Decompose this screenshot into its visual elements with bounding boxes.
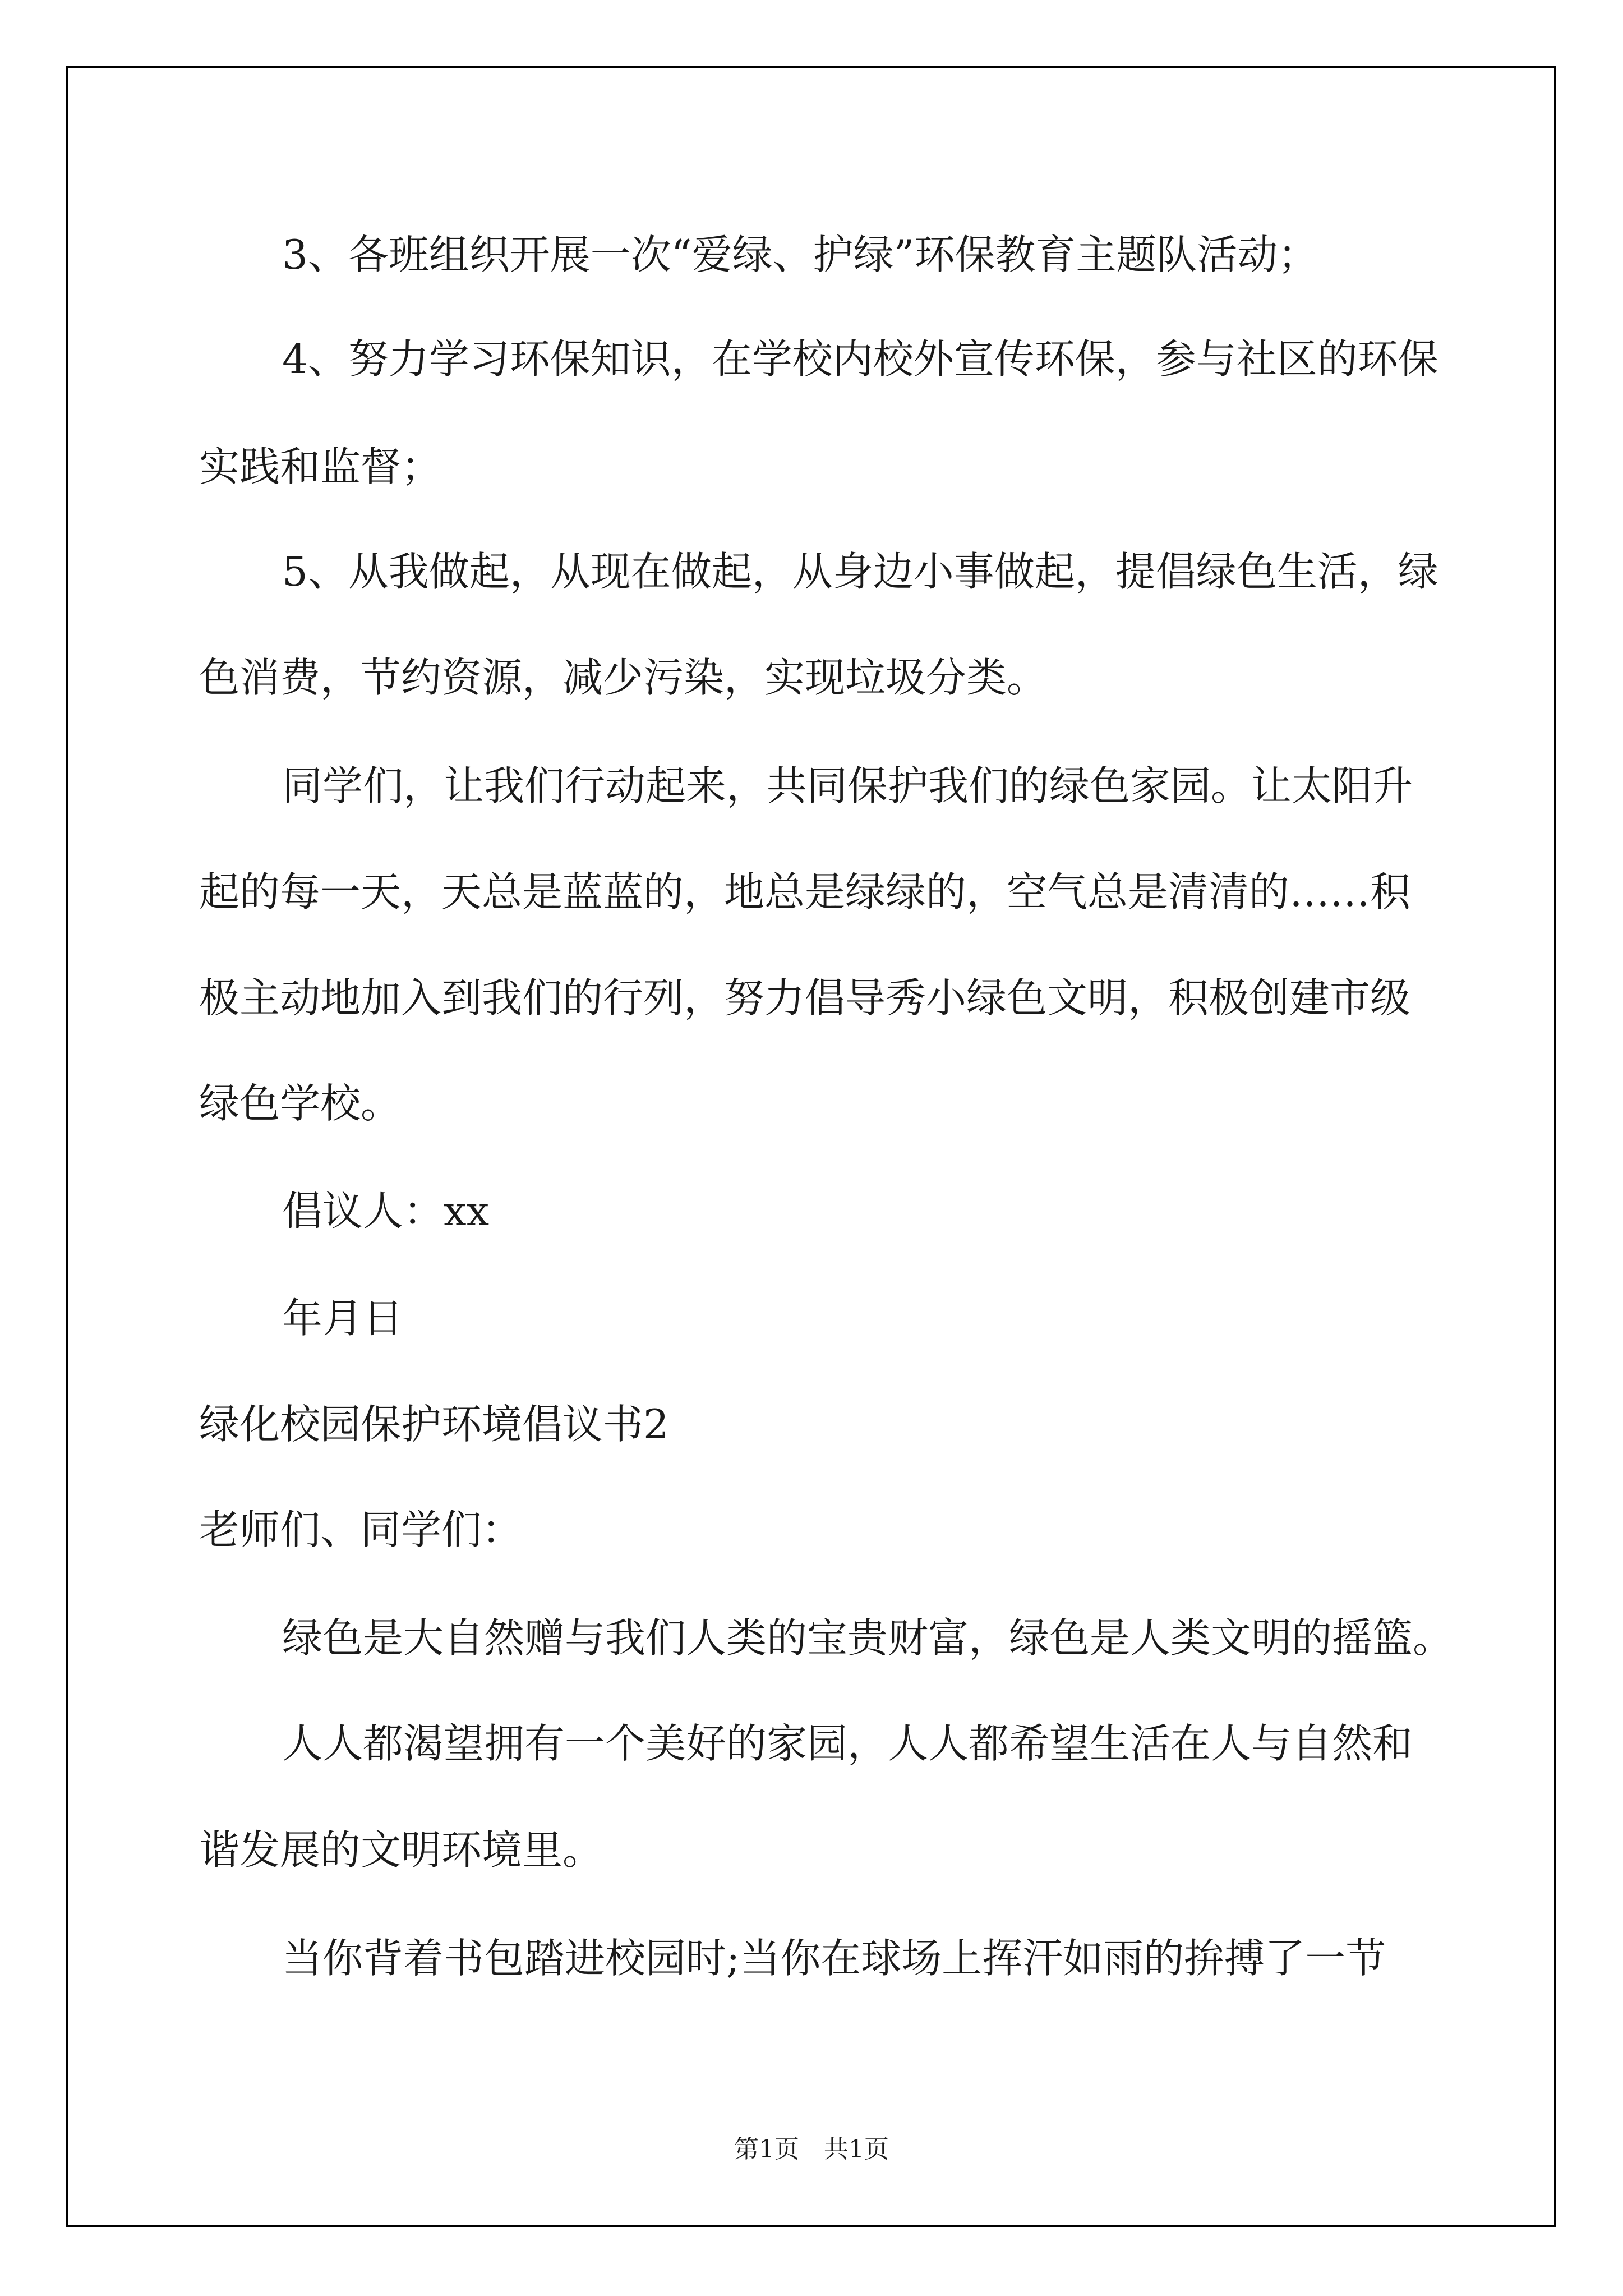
page-border [66, 66, 1556, 2227]
page-footer: 第1页 共1页 [734, 2135, 889, 2164]
paragraph-line: 绿色是大自然赠与我们人类的宝贵财富，绿色是人类文明的摇篮。 [282, 1614, 1454, 1662]
paragraph-line: 谐发展的文明环境里。 [199, 1826, 603, 1874]
paragraph-line: 4、努力学习环保知识，在学校内校外宣传环保，参与社区的环保 [282, 335, 1438, 383]
date-line: 年月日 [282, 1295, 404, 1342]
paragraph-line: 当你背着书包踏进校园时;当你在球场上挥汗如雨的拚搏了一节 [282, 1935, 1386, 1982]
paragraph-line: 实践和监督； [199, 443, 442, 490]
signature-line: 倡议人：xx [282, 1188, 490, 1235]
paragraph-line: 人人都渴望拥有一个美好的家园，人人都希望生活在人与自然和 [282, 1720, 1413, 1767]
paragraph-line: 5、从我做起，从现在做起，从身边小事做起，提倡绿色生活，绿 [282, 548, 1438, 595]
paragraph-line: 起的每一天，天总是蓝蓝的，地总是绿绿的，空气总是清清的……积 [199, 868, 1411, 915]
paragraph-line: 同学们，让我们行动起来，共同保护我们的绿色家园。让太阳升 [282, 762, 1413, 809]
paragraph-line: 极主动地加入到我们的行列，努力倡导秀小绿色文明，积极创建市级 [199, 974, 1411, 1022]
paragraph-line: 绿色学校。 [199, 1080, 402, 1127]
salutation: 老师们、同学们： [199, 1506, 523, 1553]
section-title: 绿化校园保护环境倡议书2 [199, 1401, 669, 1448]
paragraph-line: 3、各班组织开展一次“爱绿、护绿”环保教育主题队活动； [282, 231, 1318, 278]
paragraph-line: 色消费，节约资源，减少污染，实现垃圾分类。 [199, 654, 1048, 701]
